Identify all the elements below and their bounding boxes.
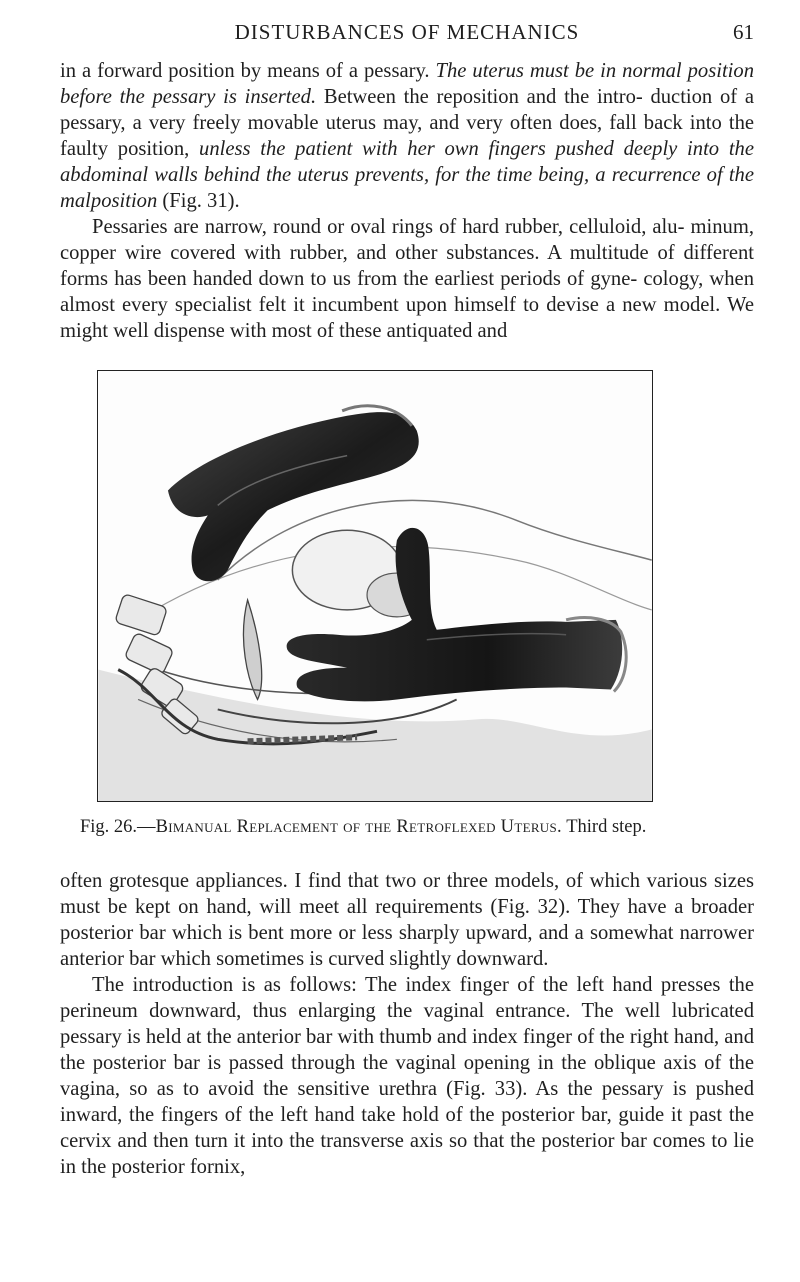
top-text-block (60, 58, 754, 344)
figure-caption (80, 817, 760, 838)
paragraph-pessaries: Pessaries are narrow, round or oval rings of hard rubber, celluloid, alu- minum, copper wire covered with rubber, and other substances. A multitude of different forms has been handed down to us from the earliest periods of gyne- cology, when almost every specialist felt it incumbent upon himself to devise a new model. We might well dispense with most of these antiquated and (60, 216, 754, 342)
italic-run: The uterus must be in normal position before the pessary is inserted. (60, 60, 754, 108)
caption-label: Fig. 26.— (80, 817, 156, 837)
bottom-text-block (60, 868, 754, 1180)
paragraph-introduction: The introduction is as follows: The index finger of the left hand presses the perineum downward, thus enlarging the vaginal entrance. The well lubricated pessary is held at the anterior bar with thumb and index finger of the right hand, and the posterior bar is passed through the vaginal opening in the oblique axis of the vagina, so as to avoid the sensitive urethra (Fig. 33). As the pessary is pushed inward, the fingers of the left hand take hold of the posterior bar, guide it past the cervix and then turn it into the transverse axis so that the posterior bar comes to lie in the posterior fornix, (60, 974, 754, 1178)
page-number: 61 (733, 20, 754, 44)
caption-title: Bimanual Replacement of the Retroflexed Uterus. (155, 817, 562, 837)
running-head: DISTURBANCES OF MECHANICS (234, 20, 580, 44)
text-run: in a forward position by means of a pessary. (60, 60, 436, 82)
paragraph-appliances: often grotesque appliances. I find that two or three models, of which various sizes must be kept on hand, will meet all requirements (Fig. 32). They have a broader posterior bar which is bent more or less sharply upward, and a somewhat narrower anterior bar which sometimes is curved slightly downward. (60, 870, 754, 970)
figure-illustration (97, 370, 653, 802)
text-run: Between the reposition and the intro- duction of a pessary, a very freely movable uterus may, and very often does, fall back into the faulty position, (60, 86, 754, 160)
italic-run: unless the patient with her own fingers pushed deeply into the abdominal walls behind the uterus prevents, for the time being, a recurrence of the malposition (60, 138, 754, 212)
paragraph-continued (60, 58, 754, 214)
bimanual-replacement-drawing (98, 371, 652, 801)
caption-note: Third step. (561, 817, 647, 837)
page-header (60, 12, 754, 52)
text-run: (Fig. 31). (157, 190, 240, 212)
